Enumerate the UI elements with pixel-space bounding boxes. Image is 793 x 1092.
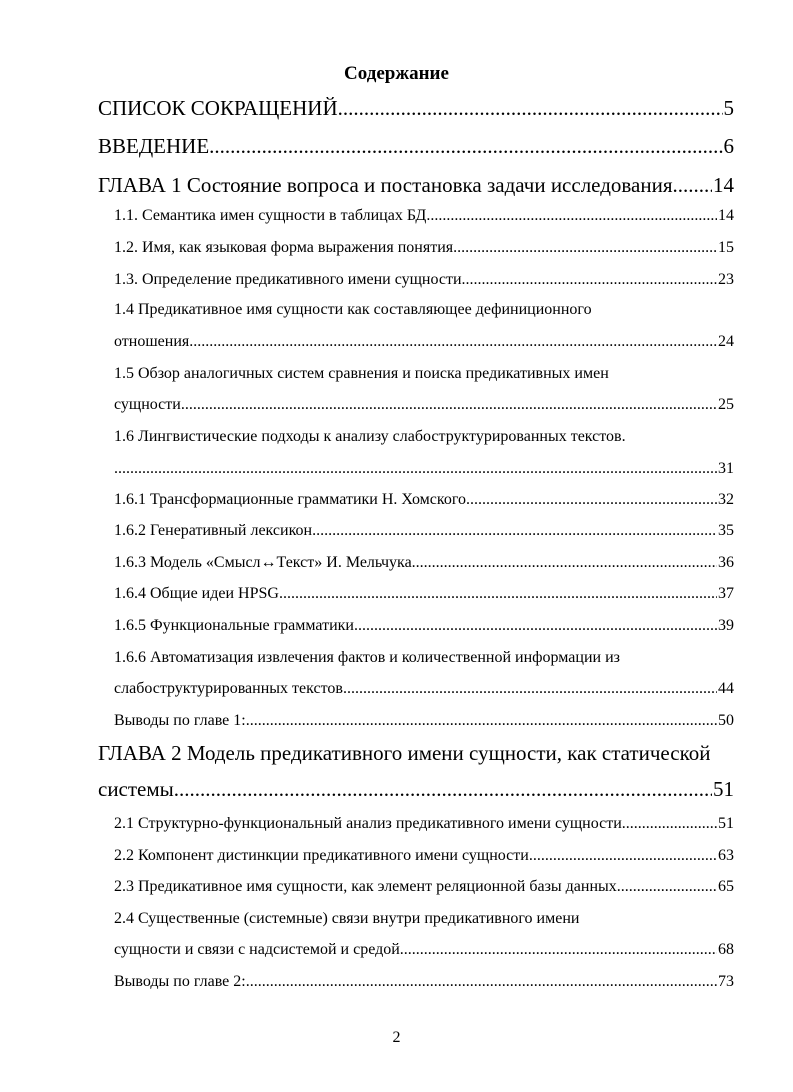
toc-entry-text: отношения. — [114, 333, 194, 350]
toc-entry-1-4-line1: 1.4 Предикативное имя сущности как составляющее дефиниционного — [114, 301, 592, 318]
toc-entry-page: 15 — [718, 239, 734, 256]
toc-leader-dots — [622, 812, 717, 836]
toc-entry-1-5[interactable] — [114, 393, 734, 417]
toc-entry-text: 1.3. Определение предикативного имени сущности — [114, 271, 462, 288]
toc-entry-page: 25 — [718, 396, 734, 413]
toc-entry-1-6[interactable] — [114, 457, 734, 481]
toc-leader-dots — [426, 204, 717, 228]
toc-entry-page: 37 — [718, 585, 734, 602]
toc-leader-dots — [470, 488, 717, 512]
toc-entry-1-4[interactable] — [114, 330, 734, 354]
toc-entry-page: 50 — [718, 712, 734, 729]
toc-leader-dots — [453, 236, 717, 260]
toc-entry-page: 32 — [718, 491, 734, 508]
toc-leader-dots — [533, 844, 717, 868]
toc-entry-text: 1.6.1 Трансформационные грамматики Н. Хомского. — [114, 491, 470, 508]
toc-leader-dots — [181, 393, 717, 417]
toc-leader-dots — [343, 677, 717, 701]
toc-entry-text: 1.1. Семантика имен сущности в таблицах БД — [114, 207, 427, 224]
toc-entry-page: 14 — [713, 173, 734, 197]
toc-entry-text: 2.3 Предикативное имя сущности, как элемент реляционной базы данных.. — [114, 878, 625, 895]
toc-entry-1-6-6[interactable] — [114, 677, 734, 701]
toc-entry-text: 1.6.4 Общие идеи HPSG. — [114, 585, 283, 602]
toc-entry-text: 1.6.3 Модель «Смысл↔Текст» И. Мельчука — [114, 554, 412, 571]
toc-leader-dots — [246, 970, 717, 994]
toc-entry-text: ГЛАВА 1 Состояние вопроса и постановка задачи исследования — [98, 173, 673, 197]
toc-entry-page: 65 — [718, 878, 734, 895]
toc-entry-page: 35 — [718, 522, 734, 539]
toc-leader-dots — [283, 582, 717, 606]
toc-leader-dots — [193, 330, 717, 354]
toc-entry-2-2[interactable] — [114, 844, 734, 868]
toc-entry-2-3[interactable] — [114, 875, 734, 899]
toc-entry-1-6-line1: 1.6 Лингвистические подходы к анализу слабоструктурированных текстов. — [114, 428, 626, 445]
toc-leader-dots — [246, 709, 717, 733]
toc-leader-dots — [358, 614, 717, 638]
toc-leader-dots — [114, 457, 717, 481]
toc-entry-text: Выводы по главе 1: — [114, 712, 246, 729]
toc-entry-text: сущности — [114, 396, 181, 413]
toc-entry-1-6-5[interactable] — [114, 614, 734, 638]
toc-entry-text: 1.6.5 Функциональные грамматики. — [114, 617, 358, 634]
toc-entry-page: 31 — [718, 460, 734, 477]
toc-entry-1-5-line1: 1.5 Обзор аналогичных систем сравнения и поиска предикативных имен — [114, 365, 609, 382]
toc-entry-introduction[interactable] — [98, 131, 734, 161]
toc-entry-text: 2.2 Компонент дистинкции предикативного имени сущности. — [114, 847, 533, 864]
toc-entry-page: 73 — [718, 973, 734, 990]
toc-leader-dots — [625, 875, 717, 899]
toc-entry-1-6-4[interactable] — [114, 582, 734, 606]
toc-entry-chapter-2[interactable] — [98, 774, 734, 804]
toc-leader-dots — [404, 938, 717, 962]
toc-entry-text: СПИСОК СОКРАЩЕНИЙ — [98, 96, 338, 120]
toc-entry-text: слабоструктурированных текстов — [114, 680, 343, 697]
toc-entry-text: 1.6.2 Генеративный лексикон. — [114, 522, 317, 539]
toc-entry-page: 63 — [718, 847, 734, 864]
toc-entry-abbreviations[interactable] — [98, 93, 734, 123]
toc-entry-chapter-1-conclusions[interactable] — [114, 709, 734, 733]
toc-entry-1-3[interactable] — [114, 268, 734, 292]
toc-entry-page: 39 — [718, 617, 734, 634]
toc-entry-1-6-3[interactable] — [114, 551, 734, 575]
toc-leader-dots — [338, 93, 723, 123]
toc-leader-dots — [673, 170, 712, 200]
toc-entry-2-4[interactable] — [114, 938, 734, 962]
toc-leader-dots — [209, 131, 722, 161]
toc-entry-page: 44 — [718, 680, 734, 697]
toc-leader-dots — [174, 774, 712, 804]
toc-entry-page: 6 — [723, 134, 734, 158]
toc-entry-1-6-1[interactable] — [114, 488, 734, 512]
toc-entry-1-2[interactable] — [114, 236, 734, 260]
page-number: 2 — [392, 1029, 401, 1046]
toc-entry-page: 5 — [723, 96, 734, 120]
toc-entry-page: 51 — [718, 815, 734, 832]
toc-entry-page: 14 — [718, 207, 734, 224]
toc-entry-text: Выводы по главе 2: — [114, 973, 246, 990]
toc-entry-chapter-1[interactable] — [98, 170, 734, 200]
toc-entry-page: 68 — [718, 941, 734, 958]
toc-entry-2-1[interactable] — [114, 812, 734, 836]
toc-title: Содержание — [344, 63, 449, 84]
toc-entry-page: 51 — [713, 777, 734, 801]
toc-entry-1-1[interactable] — [114, 204, 734, 228]
toc-entry-chapter-2-line1: ГЛАВА 2 Модель предикативного имени сущности, как статической — [98, 741, 711, 765]
toc-entry-text: системы — [98, 777, 174, 801]
toc-entry-text: 1.2. Имя, как языковая форма выражения понятия — [114, 239, 454, 256]
toc-entry-chapter-2-conclusions[interactable] — [114, 970, 734, 994]
toc-leader-dots — [316, 519, 717, 543]
toc-leader-dots — [412, 551, 717, 575]
toc-entry-text: ВВЕДЕНИЕ — [98, 134, 210, 158]
toc-entry-page: 24 — [718, 333, 734, 350]
toc-entry-2-4-line1: 2.4 Существенные (системные) связи внутри предикативного имени — [114, 910, 580, 927]
toc-entry-1-6-2[interactable] — [114, 519, 734, 543]
toc-entry-text: сущности и связи с надсистемой и средой. — [114, 941, 404, 958]
toc-leader-dots — [462, 268, 717, 292]
toc-entry-1-6-6-line1: 1.6.6 Автоматизация извлечения фактов и количественной информации из — [114, 649, 620, 666]
toc-entry-page: 36 — [718, 554, 734, 571]
toc-entry-text: 2.1 Структурно-функциональный анализ предикативного имени сущности — [114, 815, 622, 832]
toc-entry-page: 23 — [718, 271, 734, 288]
